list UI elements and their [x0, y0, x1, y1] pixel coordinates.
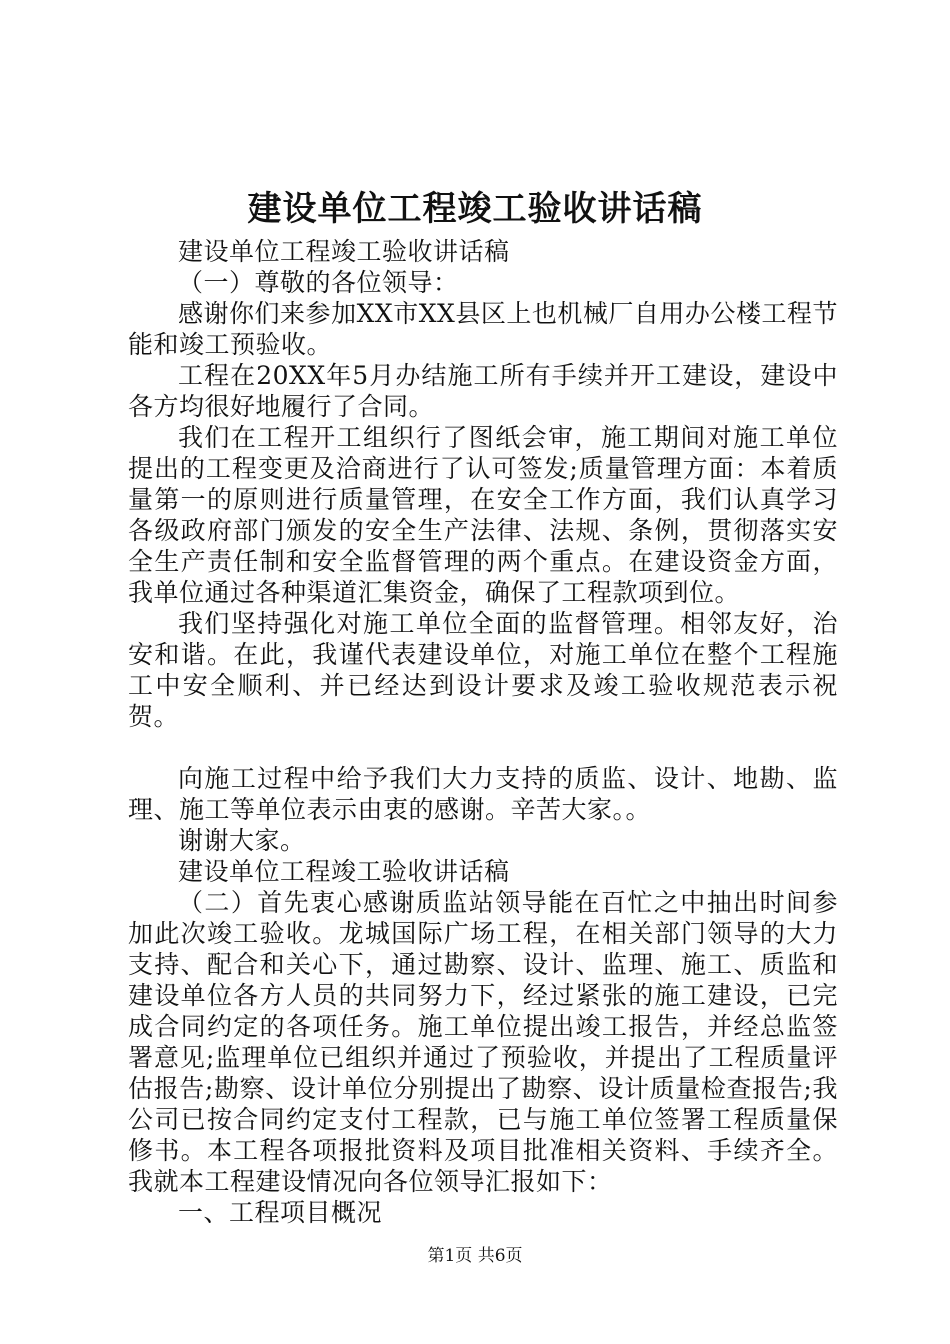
paragraph-construction-start: 工程在20XX年5月办结施工所有手续并开工建设，建设中各方均很好地履行了合同。 [128, 361, 838, 421]
paragraph-supervision: 我们坚持强化对施工单位全面的监督管理。相邻友好，治安和谐。在此，我谨代表建设单位，对施工单位在整个工程施工中安全顺利、并已经达到设计要求及竣工验收规范表示祝贺。 [128, 609, 838, 731]
paragraph-subtitle-1: 建设单位工程竣工验收讲话稿 [178, 237, 510, 266]
paragraph-management: 我们在工程开工组织行了图纸会审，施工期间对施工单位提出的工程变更及洽商进行了认可签发;质量管理方面：本着质量第一的原则进行质量管理，在安全工作方面，我们认真学习各级政府部门颁发的安全生产法律、法规、条例，贯彻落实安全生产责任制和安全监督管理的两个重点。在建设资金方面，我单位通过各种渠道汇集资金，确保了工程款项到位。 [128, 423, 838, 607]
paragraph-thanks-attendance: 感谢你们来参加XX市XX县区上也机械厂自用办公楼工程节能和竣工预验收。 [128, 299, 838, 359]
paragraph-closing-thanks: 谢谢大家。 [178, 826, 306, 855]
paragraph-report: （二）首先衷心感谢质监站领导能在百忙之中抽出时间参加此次竣工验收。龙城国际广场工程，在相关部门领导的大力支持、配合和关心下，通过勘察、设计、监理、施工、质监和建设单位各方人员的共同努力下，经过紧张的施工建设，已完成合同约定的各项任务。施工单位提出竣工报告，并经总监签署意见;监理单位已组织并通过了预验收，并提出了工程质量评估报告;勘察、设计单位分别提出了勘察、设计质量检查报告;我公司已按合同约定支付工程款，已与施工单位签署工程质量保修书。本工程各项报批资料及项目批准相关资料、手续齐全。我就本工程建设情况向各位领导汇报如下： [128, 888, 838, 1196]
page-number-footer: 第1页 共6页 [427, 1246, 523, 1266]
paragraph-section-heading: 一、工程项目概况 [178, 1198, 383, 1227]
paragraph-salutation: （一）尊敬的各位领导： [178, 268, 459, 297]
paragraph-spacer [128, 732, 838, 763]
document-body [128, 236, 838, 1228]
document-title: 建设单位工程竣工验收讲话稿 [247, 189, 703, 229]
paragraph-subtitle-2: 建设单位工程竣工验收讲话稿 [178, 857, 510, 886]
paragraph-gratitude: 向施工过程中给予我们大力支持的质监、设计、地勘、监理、施工等单位表示由衷的感谢。辛苦大家。。 [128, 764, 838, 824]
